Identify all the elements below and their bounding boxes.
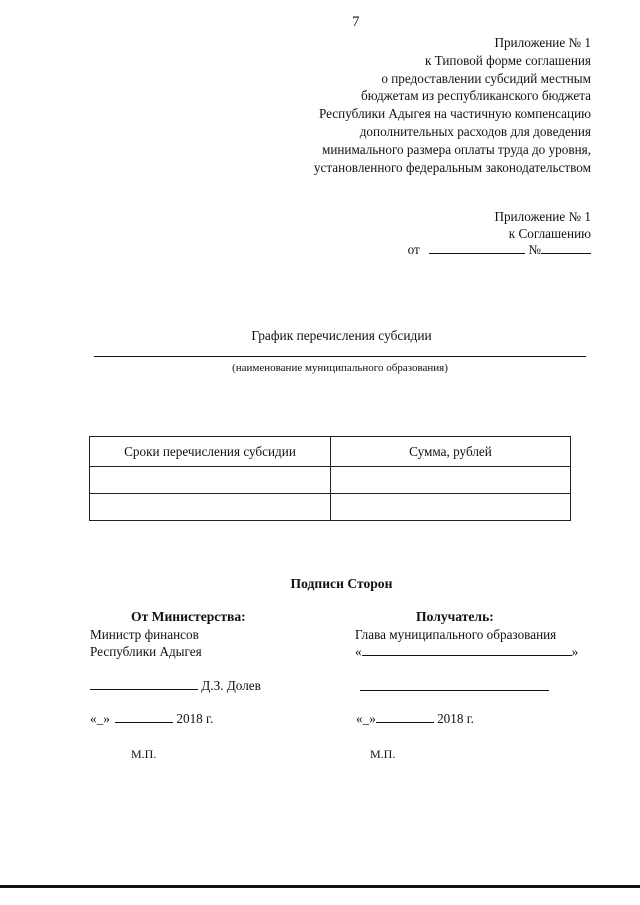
header-line: о предоставлении субсидий местным [381,70,591,86]
table-cell [331,467,571,494]
ministry-position-line: Министр финансов [90,627,199,642]
recipient-signature-blank [360,690,549,691]
table-header-row [90,437,571,467]
ministry-stamp-place: М.П. [131,747,157,761]
appendix-line: Приложение № 1 [494,209,591,224]
signer-name: Д.З. Долев [201,678,261,693]
table-cell [90,467,331,494]
quote-open: « [90,711,97,726]
header-block [171,34,591,176]
header-line: бюджетам из республиканского бюджета [361,88,591,104]
table-cell [331,494,571,521]
day-blank: _ [96,711,104,726]
ministry-position-line: Республики Адыгея [90,644,202,659]
column-header-amount: Сумма, рублей [331,437,571,467]
table-row [90,494,571,521]
number-blank-line [541,242,591,254]
ministry-heading: От Министерства: [131,609,246,624]
document-title: График перечисления субсидии [251,328,432,343]
header-line: Приложение № 1 [494,35,591,50]
recipient-name-blank [362,644,572,656]
ministry-signature-line [90,677,261,694]
recipient-name-line [355,643,578,660]
day-blank: _ [362,711,370,726]
quote-close: » [369,711,376,726]
year-label: 2018 г. [176,711,214,726]
month-blank [115,711,173,723]
column-header-dates: Сроки перечисления субсидии [90,437,331,467]
agreement-date-number-line [291,242,591,259]
recipient-stamp-place: М.П. [370,747,396,761]
agreement-appendix-block [291,209,591,259]
page-number: 7 [352,14,360,30]
header-line: дополнительных расходов для доведения [359,123,591,139]
recipient-position-line: Глава муниципального образования [355,627,557,642]
header-line: Республики Адыгея на частичную компенсацию [318,106,591,122]
schedule-table [89,436,571,521]
municipality-caption: (наименование муниципального образования) [232,362,448,374]
recipient-heading: Получатель: [416,609,494,624]
year-label: 2018 г. [437,711,474,726]
signatures-title: Подписи Сторон [290,576,393,591]
bottom-border [0,885,640,888]
table-cell [90,494,331,521]
municipality-name-line [94,356,586,357]
month-blank [376,711,434,723]
header-line: минимального размера оплаты труда до уровня, [321,141,591,157]
number-label: № [528,242,541,257]
header-line: установленного федеральным законодательством [313,159,591,175]
from-label: от [407,242,420,257]
ministry-date-line [90,710,213,727]
header-line: к Типовой форме соглашения [424,52,591,68]
table-row [90,467,571,494]
quote-close: » [103,711,110,726]
signature-blank [90,678,198,690]
quote-close: » [571,644,579,659]
quote-open: « [355,644,362,659]
recipient-date-line [356,710,474,727]
appendix-line: к Соглашению [508,225,591,241]
date-blank-line [429,242,525,254]
quote-open: « [356,711,363,726]
